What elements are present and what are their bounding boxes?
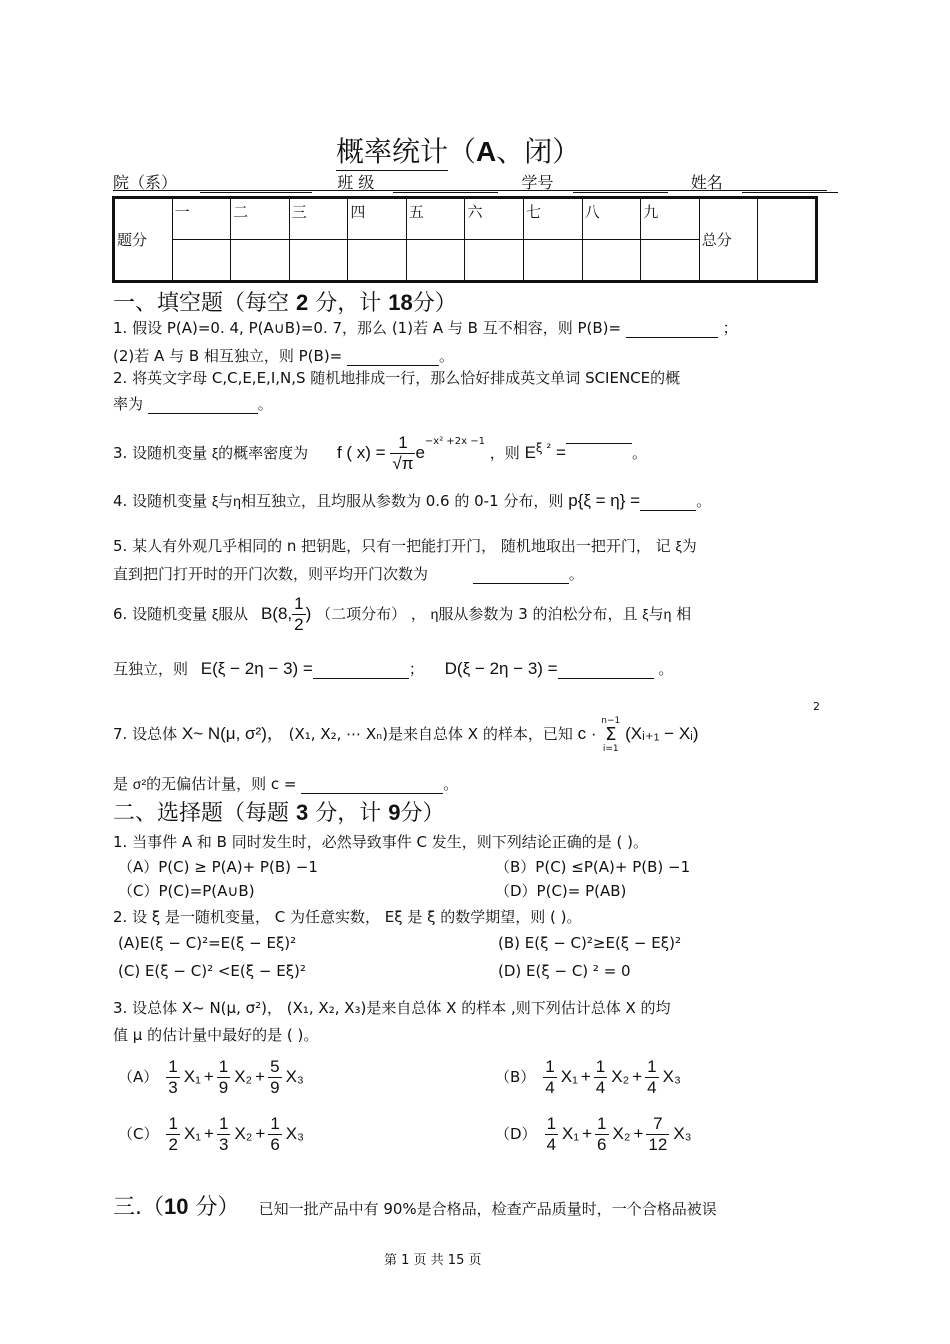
frac-den: 3	[168, 1078, 178, 1097]
title-bold: A	[476, 136, 497, 167]
q3-exponent: −x² +2x −1	[424, 436, 485, 447]
xi-symbol: ξ	[675, 538, 682, 554]
coefficient-fraction	[545, 1114, 558, 1155]
score-cell-3[interactable]	[289, 240, 348, 282]
s2-q2-option-d[interactable]: (D) E(ξ − C) ² = 0	[498, 962, 631, 980]
q6-blank-2[interactable]	[558, 662, 654, 679]
section1-total: 18	[388, 290, 413, 315]
page-footer: 第 1 页 共 15 页	[384, 1253, 482, 1268]
q5-text-b: 为	[681, 537, 697, 555]
q4-line: 4. 设随机变量 ξ与η相互独立，且均服从参数为 0.6 的 0-1 分布，则 p{ξ = η} = 。	[113, 491, 712, 510]
q3-text-a: 3. 设随机变量	[113, 444, 208, 462]
coefficient-fraction	[594, 1057, 607, 1098]
plus-sign: +	[255, 1124, 266, 1143]
plus-sign: +	[633, 1124, 644, 1143]
section2-heading-post: 分）	[400, 801, 445, 826]
plus-sign: +	[582, 1124, 593, 1143]
s2-q1-option-a[interactable]: （A）P(C) ≥ P(A)+ P(B) −1	[118, 858, 318, 876]
frac-num: 1	[647, 1057, 657, 1076]
q3-f-of-x: f ( x) =	[336, 443, 386, 462]
frac-den: 4	[647, 1078, 657, 1097]
sample-term: X₁	[562, 1124, 580, 1143]
q2-text-a: 2. 将英文字母 C,C,E,E,I,N,S 随机地排成一行，那么恰好排成英文单词 SCIENCE的概	[113, 369, 681, 387]
xi-symbol: ξ	[211, 445, 219, 461]
name-field[interactable]	[742, 176, 838, 193]
section1-heading-pre: 一、填空题（每空	[113, 291, 290, 316]
score-cell-6[interactable]	[465, 240, 524, 282]
section1-heading	[113, 286, 457, 317]
class-field[interactable]	[393, 176, 498, 193]
section3-heading	[113, 1190, 717, 1221]
frac-den: 4	[546, 1135, 557, 1154]
q3-equals: =	[556, 443, 566, 462]
coefficient-fraction	[268, 1057, 281, 1098]
q7-text-c: (X₁, X₂, ⋯ Xₙ)是来自总体 X 的样本，已知	[288, 725, 573, 743]
col-header-6: 六	[465, 198, 524, 240]
s2-q3-option-d[interactable]	[495, 1112, 692, 1156]
q6-text-f: 服从参数为 3 的泊松分布，且	[438, 605, 638, 623]
q7-distribution: X~ N(μ, σ²)，	[181, 724, 284, 743]
frac-num: 1	[546, 1114, 557, 1133]
s2-q2-stem: 2. 设 ξ 是一随机变量， C 为任意实数， Eξ 是 ξ 的数学期望，则 ( )。	[113, 908, 582, 926]
q7-sum-sign: Σ	[605, 723, 617, 745]
frac-num: 1	[595, 1057, 606, 1076]
frac-den: 12	[648, 1135, 668, 1154]
q4-probability: p{ξ = η} =	[568, 491, 641, 510]
q6-frac-den: 2	[294, 615, 304, 634]
xi-symbol: ξ	[211, 606, 219, 622]
eta-symbol: η	[663, 606, 672, 622]
col-header-3: 三	[289, 198, 348, 240]
coefficient-fraction	[543, 1057, 556, 1098]
q5-line1	[113, 535, 697, 556]
q3-frac-den: √π	[392, 454, 414, 473]
s2-q1-option-b[interactable]: （B）P(C) ≤P(A)+ P(B) −1	[495, 858, 691, 876]
class-label: 班 级	[337, 173, 375, 192]
q6-text-g: 与	[648, 605, 664, 623]
section2-heading-pre: 二、选择题（每题	[113, 801, 290, 826]
q6-frac-num: 1	[294, 594, 304, 613]
coefficient-fraction	[166, 1114, 179, 1155]
section1-points: 2	[296, 290, 309, 315]
s2-q3-option-b[interactable]	[495, 1055, 681, 1099]
s2-q3-option-a[interactable]	[118, 1055, 304, 1099]
score-cell-5[interactable]	[406, 240, 465, 282]
q6-text-i: 互独立，则	[113, 660, 189, 678]
q1-blank-1[interactable]	[626, 321, 718, 338]
frac-num: 1	[545, 1057, 555, 1076]
sample-term: X₁	[183, 1124, 202, 1143]
option-label: （D）	[495, 1125, 537, 1143]
coefficient-fraction	[217, 1057, 230, 1098]
q3-expect: E	[524, 443, 536, 462]
frac-num: 1	[168, 1057, 178, 1076]
student-info-line	[113, 170, 827, 191]
id-label: 学号	[521, 173, 554, 192]
q2-line2: 率为 。	[113, 395, 273, 413]
s2-q3-stem-2: 值 μ 的估计量中最好的是 ( )。	[113, 1026, 319, 1044]
q6-binomial: B(8,	[260, 604, 293, 623]
frac-num: 1	[270, 1114, 280, 1133]
section3-heading-a: 三.（	[113, 1195, 164, 1220]
dept-label: 院（系）	[113, 173, 178, 192]
frac-num: 1	[168, 1114, 178, 1133]
sample-term: X₂	[611, 1067, 630, 1086]
q6-text-h: 相	[676, 605, 692, 623]
section3-text: 已知一批产品中有 90%是合格品，检查产品质量时，一个合格品被误	[258, 1200, 717, 1218]
plus-sign: +	[255, 1067, 266, 1086]
eta-symbol: η	[233, 493, 241, 509]
section2-total: 9	[388, 800, 401, 825]
option-label: （C）	[118, 1125, 159, 1143]
option-label: （B）	[495, 1068, 536, 1086]
q7-blank[interactable]	[301, 777, 443, 794]
q7-sigma-squared: σ²	[132, 776, 147, 792]
s2-q2-option-c[interactable]: (C) E(ξ − C)² <E(ξ − Eξ)²	[118, 962, 306, 980]
q5-text-c: 直到把门打开时的开门次数，则平均开门次数为	[113, 565, 429, 583]
s2-q3-option-c[interactable]	[118, 1112, 304, 1156]
coefficient-fraction	[645, 1057, 658, 1098]
frac-den: 2	[168, 1135, 178, 1154]
sample-term: X₂	[612, 1124, 631, 1143]
q2-text-b: 率为	[113, 395, 144, 413]
frac-den: 9	[218, 1078, 229, 1097]
q7-text-h: 的无偏估计量，则 c =	[146, 775, 297, 793]
q7-text-f: 是	[113, 775, 129, 793]
q1-line2: (2)若 A 与 B 相互独立，则 P(B)= 。	[113, 347, 455, 365]
score-cell-1[interactable]	[172, 240, 231, 282]
q4-blank[interactable]	[640, 494, 696, 511]
col-header-4: 四	[348, 198, 407, 240]
q2-blank[interactable]	[148, 397, 258, 414]
q6-text-a: 6. 设随机变量	[113, 605, 208, 623]
id-field[interactable]	[573, 176, 668, 193]
q7-sum-lower: i=1	[602, 743, 619, 754]
coefficient-fraction	[646, 1114, 669, 1155]
s2-q3-stem-1: 3. 设总体 X~ N(μ, σ²)， (X₁, X₂, X₃)是来自总体 X 的样本 ,则下列估计总体 X 的均	[113, 999, 671, 1017]
xi-symbol: ξ	[642, 606, 649, 622]
q6-fraction	[292, 594, 305, 635]
q7-summation	[601, 714, 620, 756]
frac-den: 6	[270, 1135, 280, 1154]
sample-term: X₁	[183, 1067, 201, 1086]
option-label: （A）	[118, 1068, 159, 1086]
page-title	[336, 130, 580, 170]
q7-constant: c ·	[577, 724, 597, 743]
sample-term: X₁	[560, 1067, 578, 1086]
q1-blank-2[interactable]	[347, 349, 439, 366]
q7-difference: (Xᵢ₊₁ − Xᵢ)	[625, 724, 699, 743]
score-cell-7[interactable]	[524, 240, 583, 282]
q3-text-b: 的概率密度为	[218, 444, 309, 462]
q5-blank[interactable]	[473, 567, 569, 584]
xi-symbol: ξ	[211, 493, 219, 509]
frac-num: 1	[218, 1114, 229, 1133]
q1-text-a: 1. 假设 P(A)=0. 4, P(A∪B)=0. 7，那么 (1)若 A 与 B 互不相容，则 P(B)=	[113, 319, 622, 337]
col-header-8: 八	[582, 198, 641, 240]
q6-blank-1[interactable]	[313, 662, 409, 679]
q2-line1	[113, 367, 680, 388]
section3-points: 10	[164, 1194, 189, 1219]
q3-text-c: ，则	[489, 444, 520, 462]
q7-text-a: 7. 设总体	[113, 725, 178, 743]
score-cell-2[interactable]	[231, 240, 290, 282]
section1-heading-mid: 分，计	[315, 291, 382, 316]
plus-sign: +	[632, 1067, 643, 1086]
title-main: 概率统计	[336, 135, 448, 171]
score-cell-4[interactable]	[348, 240, 407, 282]
col-header-7: 七	[524, 198, 583, 240]
q6-text-b: 服从	[218, 605, 249, 623]
q3-xi-squared: ξ ²	[535, 441, 552, 455]
section2-points: 3	[296, 800, 309, 825]
q1-line1: 1. 假设 P(A)=0. 4, P(A∪B)=0. 7，那么 (1)若 A 与 B 互不相容，则 P(B)= ；	[113, 319, 738, 337]
sample-term: X₃	[285, 1067, 304, 1086]
section2-heading-mid: 分，计	[315, 801, 382, 826]
coefficient-fraction	[268, 1114, 281, 1155]
q7-sum-upper: n−1	[601, 715, 621, 726]
sample-term: X₂	[234, 1067, 253, 1086]
sample-term: X₂	[234, 1124, 253, 1143]
col-header-1: 一	[172, 198, 231, 240]
sample-term: X₃	[285, 1124, 305, 1143]
q7-line1	[113, 708, 699, 760]
total-score-cell[interactable]	[758, 198, 817, 282]
q5-text-a: 5. 某人有外观几乎相同的 n 把钥匙，只有一把能打开门， 随机地取出一把开门， 记	[113, 537, 671, 555]
frac-den: 4	[545, 1078, 555, 1097]
row-label-cell: 题分	[114, 198, 173, 282]
q7-square: 2	[813, 700, 820, 713]
q4-text-a: 4. 设随机变量	[113, 492, 208, 510]
q6-expectation: E(ξ − 2η − 3) =	[200, 659, 313, 678]
section3-heading-c: 分）	[188, 1195, 240, 1220]
section2-heading	[113, 796, 445, 827]
name-label: 姓名	[690, 173, 723, 192]
q4-text-b: 与	[218, 492, 234, 510]
q3-line: 3. 设随机变量 ξ的概率密度为 f ( x) = $\frac{1}{√\pi}$ $e^{-x^2 +2x -1}$ ，则 $E^{\xi ^2}$ = 。	[113, 420, 647, 470]
s2-q1-stem: 1. 当事件 A 和 B 同时发生时，必然导致事件 C 发生，则下列结论正确的是 ( )。	[113, 833, 648, 851]
s2-q2-option-a[interactable]: (A)E(ξ − C)²=E(ξ − Eξ)²	[118, 934, 297, 952]
q3-exp-base: e	[415, 443, 425, 462]
frac-den: 9	[270, 1078, 280, 1097]
plus-sign: +	[203, 1067, 214, 1086]
frac-den: 6	[597, 1135, 607, 1154]
title-open: （	[448, 135, 477, 168]
score-cell-8[interactable]	[582, 240, 641, 282]
sample-term: X₃	[673, 1124, 692, 1143]
q6-line2: 互独立，则 E(ξ − 2η − 3) = ； D(ξ − 2η − 3) = 。	[113, 659, 674, 678]
frac-num: 1	[218, 1057, 229, 1076]
frac-num: 5	[270, 1057, 280, 1076]
q3-blank[interactable]	[566, 427, 632, 444]
section1-heading-post: 分）	[412, 291, 457, 316]
q3-fraction	[390, 433, 415, 474]
col-header-5: 五	[406, 198, 465, 240]
dept-field[interactable]	[200, 176, 312, 193]
q5-line2: 直到把门打开时的开门次数，则平均开门次数为 。	[113, 565, 584, 583]
col-header-2: 二	[231, 198, 290, 240]
frac-den: 3	[218, 1135, 229, 1154]
q6-variance: D(ξ − 2η − 3) =	[444, 659, 558, 678]
coefficient-fraction	[166, 1057, 179, 1098]
s2-q1-option-d[interactable]: （D）P(C)= P(AB)	[495, 882, 627, 900]
title-rest: 、闭）	[496, 135, 581, 168]
q6-binomial-close: )	[305, 604, 312, 623]
eta-symbol: η	[430, 606, 439, 622]
q7-line2: 是 σ²的无偏估计量，则 c = 。	[113, 775, 459, 793]
sample-term: X₃	[662, 1067, 681, 1086]
score-table	[112, 196, 818, 283]
plus-sign: +	[204, 1124, 214, 1143]
q6-semicolon: ；	[408, 660, 424, 678]
frac-num: 1	[597, 1114, 607, 1133]
coefficient-fraction	[217, 1114, 230, 1155]
q4-text-c: 相互独立，且均服从参数为 0.6 的 0-1 分布，则	[240, 492, 564, 510]
score-cell-9[interactable]	[641, 240, 700, 282]
s2-q1-option-c[interactable]: （C）P(C)=P(A∪B)	[118, 882, 255, 900]
q6-text-e: （二项分布） ，	[316, 605, 426, 623]
q6-line1	[113, 592, 691, 636]
col-header-9: 九	[641, 198, 700, 240]
plus-sign: +	[580, 1067, 591, 1086]
coefficient-fraction	[595, 1114, 608, 1155]
frac-den: 4	[595, 1078, 606, 1097]
frac-num: 7	[646, 1114, 669, 1135]
total-label-cell: 总分	[699, 198, 758, 282]
q1-text-b: (2)若 A 与 B 相互独立，则 P(B)=	[113, 347, 343, 365]
s2-q2-option-b[interactable]: (B) E(ξ − C)²≥E(ξ − Eξ)²	[498, 934, 681, 952]
q3-frac-num: 1	[390, 433, 415, 454]
